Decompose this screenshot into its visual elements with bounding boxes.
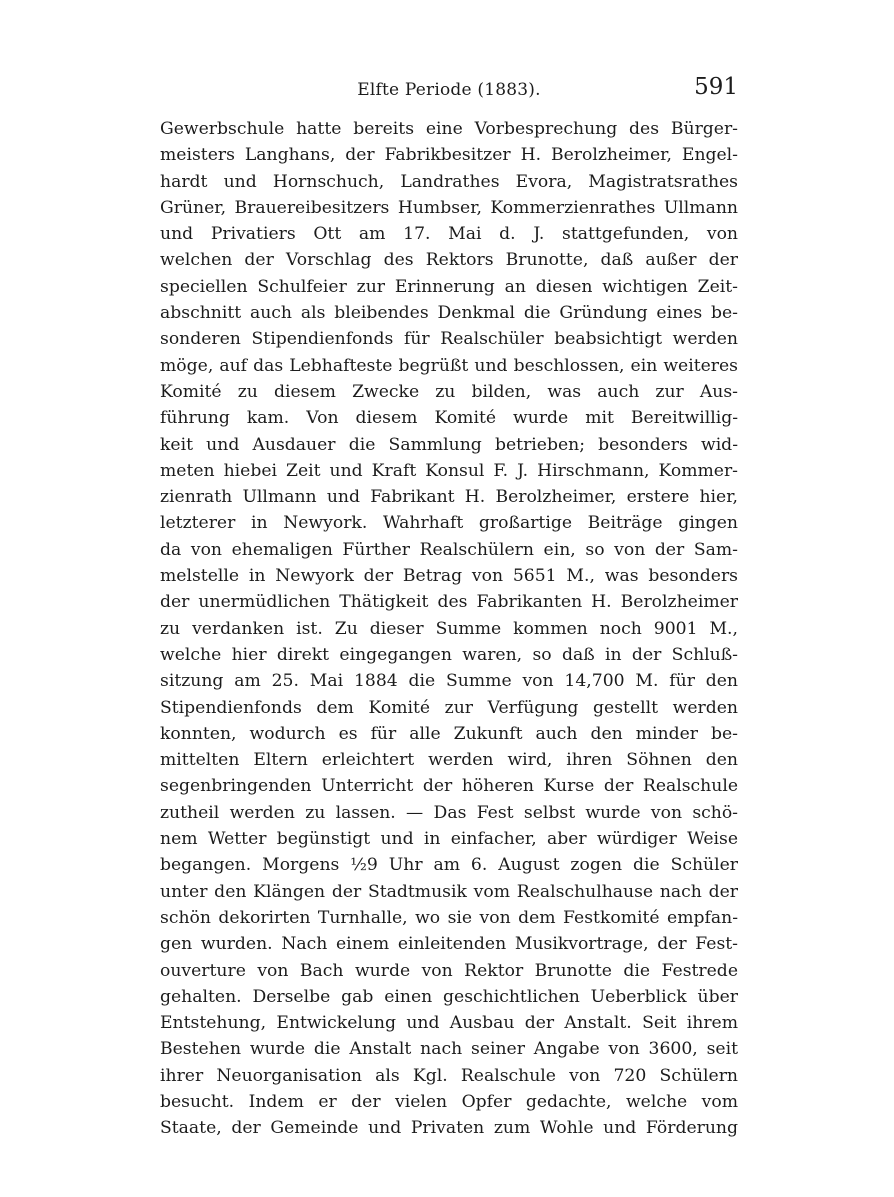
text-line: ihrer Neuorganisation als Kgl. Realschule von 720 Schülern (160, 1065, 738, 1086)
header-title: Elfte Periode (1883). (357, 80, 541, 100)
text-line: konnten, wodurch es für alle Zukunft auch den minder be- (160, 723, 738, 744)
text-line: speciellen Schulfeier zur Erinnerung an diesen wichtigen Zeit- (160, 276, 738, 297)
running-header (160, 74, 738, 108)
text-line: welchen der Vorschlag des Rektors Brunotte, daß außer der (160, 250, 738, 271)
text-line: unter den Klängen der Stadtmusik vom Realschulhause nach der (160, 881, 738, 902)
text-line: begangen. Morgens ½9 Uhr am 6. August zogen die Schüler (160, 855, 738, 876)
text-line: letzterer in Newyork. Wahrhaft großartige Beiträge gingen (160, 513, 738, 534)
text-line: Grüner, Brauereibesitzers Humbser, Kommerzienrathes Ullmann (160, 197, 738, 218)
text-line: zutheil werden zu lassen. — Das Fest selbst wurde von schö- (160, 802, 738, 823)
text-line: Bestehen wurde die Anstalt nach seiner Angabe von 3600, seit (160, 1039, 738, 1060)
text-line: Komité zu diesem Zwecke zu bilden, was auch zur Aus- (160, 381, 738, 402)
page-number: 591 (694, 74, 738, 100)
text-line: zu verdanken ist. Zu dieser Summe kommen noch 9001 M., (160, 618, 738, 639)
text-line: sitzung am 25. Mai 1884 die Summe von 14,700 M. für den (160, 671, 738, 692)
text-line: melstelle in Newyork der Betrag von 5651 M., was besonders (160, 566, 738, 587)
text-line: möge, auf das Lebhafteste begrüßt und beschlossen, ein weiteres (160, 355, 738, 376)
text-line: Staate, der Gemeinde und Privaten zum Wohle und Förderung (160, 1118, 738, 1139)
text-line: welche hier direkt eingegangen waren, so daß in der Schluß- (160, 644, 738, 665)
text-line: führung kam. Von diesem Komité wurde mit Bereitwillig- (160, 408, 738, 429)
text-line: schön dekorirten Turnhalle, wo sie von dem Festkomité empfan- (160, 907, 738, 928)
text-line: segenbringenden Unterricht der höheren Kurse der Realschule (160, 776, 738, 797)
text-line: meten hiebei Zeit und Kraft Konsul F. J. Hirschmann, Kommer- (160, 460, 738, 481)
text-line: meisters Langhans, der Fabrikbesitzer H. Berolzheimer, Engel- (160, 145, 738, 166)
text-line: Entstehung, Entwickelung und Ausbau der Anstalt. Seit ihrem (160, 1013, 738, 1034)
text-line: hardt und Hornschuch, Landrathes Evora, Magistratsrathes (160, 171, 738, 192)
text-line: abschnitt auch als bleibendes Denkmal die Gründung eines be- (160, 303, 738, 324)
body-text (160, 116, 738, 1142)
text-line: gen wurden. Nach einem einleitenden Musikvortrage, der Fest- (160, 934, 738, 955)
text-line: Gewerbschule hatte bereits eine Vorbesprechung des Bürger- (160, 119, 738, 139)
text-line: sonderen Stipendienfonds für Realschüler beabsichtigt werden (160, 329, 738, 350)
text-line: da von ehemaligen Fürther Realschülern ein, so von der Sam- (160, 539, 738, 560)
text-line: gehalten. Derselbe gab einen geschichtlichen Ueberblick über (160, 986, 738, 1007)
text-line: und Privatiers Ott am 17. Mai d. J. stattgefunden, von (160, 224, 738, 245)
text-line: keit und Ausdauer die Sammlung betrieben; besonders wid- (160, 434, 738, 455)
text-line: nem Wetter begünstigt und in einfacher, aber würdiger Weise (160, 829, 738, 850)
text-line: zienrath Ullmann und Fabrikant H. Berolzheimer, erstere hier, (160, 487, 738, 508)
text-line: ouverture von Bach wurde von Rektor Brunotte die Festrede (160, 960, 738, 981)
text-line: mittelten Eltern erleichtert werden wird, ihren Söhnen den (160, 750, 738, 771)
text-line: Stipendienfonds dem Komité zur Verfügung gestellt werden (160, 697, 738, 718)
text-line: der unermüdlichen Thätigkeit des Fabrikanten H. Berolzheimer (160, 592, 738, 613)
text-line: besucht. Indem er der vielen Opfer gedachte, welche vom (160, 1091, 738, 1112)
